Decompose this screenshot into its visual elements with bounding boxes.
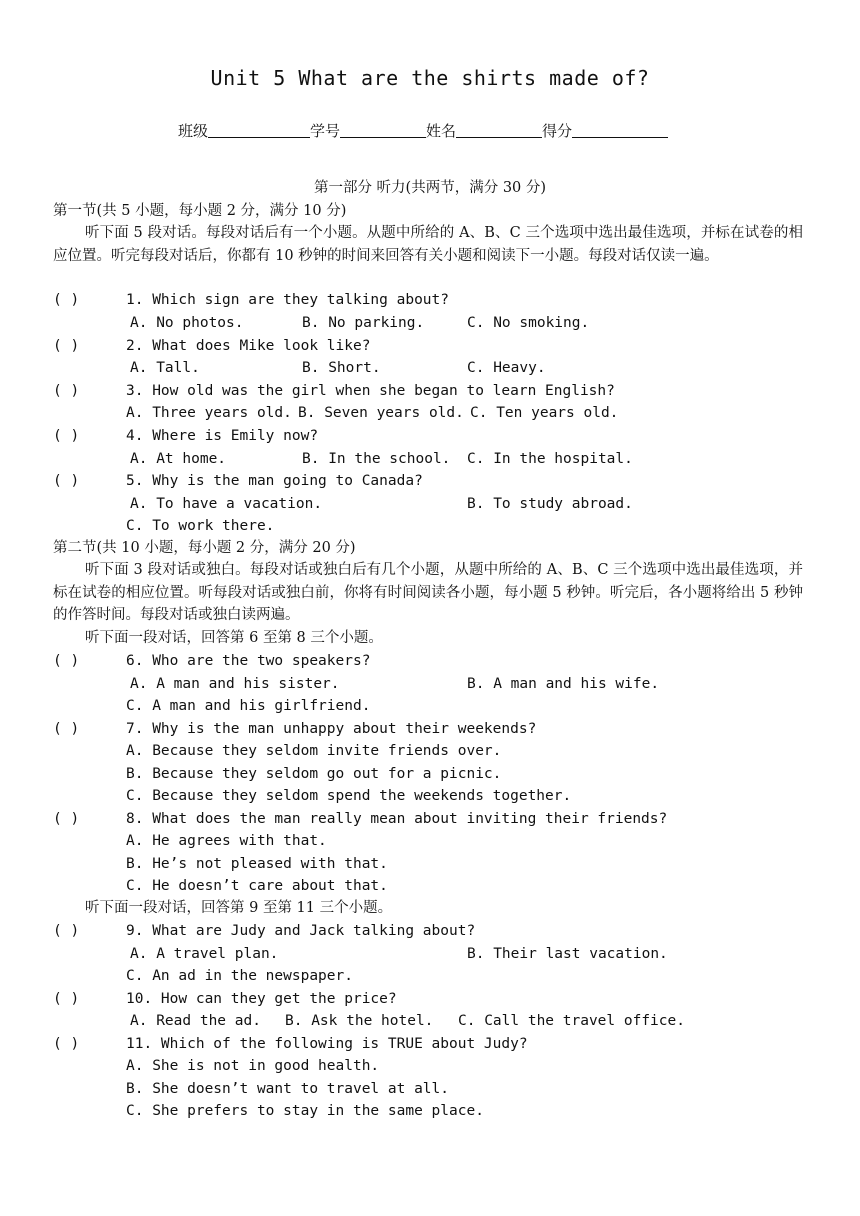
question-7 (53, 719, 536, 739)
question-stem: 9. What are Judy and Jack talking about? (126, 923, 476, 939)
number-label: 学号 (310, 122, 341, 140)
answer-blank[interactable]: ( ) (53, 991, 80, 1007)
option-a: A. Three years old. (126, 405, 292, 421)
score-field[interactable] (572, 121, 668, 138)
question-1 (53, 290, 449, 310)
answer-blank[interactable]: ( ) (53, 428, 80, 444)
question-8 (53, 809, 667, 829)
answer-blank[interactable]: ( ) (53, 721, 80, 737)
section1-instructions: 听下面 5 段对话。每段对话后有一个小题。从题中所给的 A、B、C 三个选项中选出最佳选项，并标在试卷的相应位置。听完每段对话后，你都有 10 秒钟的时间来回答有关小题和阅读下一小题。每段对话仅读一遍。 (53, 225, 803, 264)
option-b: B. Seven years old. (298, 405, 464, 421)
student-info-line (178, 120, 668, 141)
question-stem: 5. Why is the man going to Canada? (126, 473, 423, 489)
question-2 (53, 336, 370, 356)
option-a: A. No photos. (130, 315, 244, 331)
class-label: 班级 (178, 122, 209, 140)
page-title: Unit 5 What are the shirts made of? (210, 66, 650, 90)
answer-blank[interactable]: ( ) (53, 923, 80, 939)
question-5 (53, 471, 423, 491)
option-b: B. Short. (302, 360, 381, 376)
question-10 (53, 989, 397, 1009)
answer-blank[interactable]: ( ) (53, 383, 80, 399)
section2-heading: 第二节(共 10 小题，每小题 2 分，满分 20 分) (53, 540, 356, 556)
option-b: B. A man and his wife. (467, 676, 660, 692)
option-c: C. She prefers to stay in the same place. (126, 1103, 484, 1119)
option-c: C. No smoking. (467, 315, 590, 331)
answer-blank[interactable]: ( ) (53, 473, 80, 489)
score-label: 得分 (542, 122, 573, 140)
question-stem: 11. Which of the following is TRUE about Judy? (126, 1036, 528, 1052)
dialog2-intro: 听下面一段对话，回答第 9 至第 11 三个小题。 (85, 900, 393, 916)
option-c: C. To work there. (126, 518, 275, 534)
option-b: B. Ask the hotel. (285, 1013, 434, 1029)
option-a: A. Read the ad. (130, 1013, 261, 1029)
question-11 (53, 1034, 528, 1054)
option-b: B. Because they seldom go out for a picnic. (126, 766, 502, 782)
option-c: C. A man and his girlfriend. (126, 698, 371, 714)
option-a: A. At home. (130, 451, 227, 467)
question-stem: 6. Who are the two speakers? (126, 653, 371, 669)
option-b: B. No parking. (302, 315, 425, 331)
part1-heading: 第一部分 听力(共两节，满分 30 分) (313, 180, 547, 196)
name-field[interactable] (456, 121, 542, 138)
question-stem: 7. Why is the man unhappy about their weekends? (126, 721, 537, 737)
dialog1-intro: 听下面一段对话，回答第 6 至第 8 三个小题。 (85, 630, 383, 646)
answer-blank[interactable]: ( ) (53, 1036, 80, 1052)
option-c: C. Call the travel office. (458, 1013, 685, 1029)
question-stem: 8. What does the man really mean about inviting their friends? (126, 811, 668, 827)
question-stem: 2. What does Mike look like? (126, 338, 371, 354)
option-a: A. A travel plan. (130, 946, 279, 962)
section1-heading: 第一节(共 5 小题，每小题 2 分，满分 10 分) (53, 203, 347, 219)
question-3 (53, 381, 615, 401)
question-stem: 10. How can they get the price? (126, 991, 397, 1007)
answer-blank[interactable]: ( ) (53, 653, 80, 669)
question-stem: 4. Where is Emily now? (126, 428, 319, 444)
option-a: A. To have a vacation. (130, 496, 323, 512)
name-label: 姓名 (426, 122, 457, 140)
option-b: B. In the school. (302, 451, 451, 467)
option-a: A. She is not in good health. (126, 1058, 380, 1074)
option-c: C. In the hospital. (467, 451, 633, 467)
option-c: C. He doesn’t care about that. (126, 878, 388, 894)
option-c: C. Because they seldom spend the weekends together. (126, 788, 572, 804)
question-stem: 3. How old was the girl when she began to learn English? (126, 383, 615, 399)
option-c: C. Ten years old. (470, 405, 619, 421)
question-stem: 1. Which sign are they talking about? (126, 292, 450, 308)
question-9 (53, 921, 475, 941)
option-a: A. A man and his sister. (130, 676, 340, 692)
option-c: C. Heavy. (467, 360, 546, 376)
option-b: B. To study abroad. (467, 496, 633, 512)
option-c: C. An ad in the newspaper. (126, 968, 353, 984)
option-a: A. Tall. (130, 360, 200, 376)
question-6 (53, 651, 370, 671)
answer-blank[interactable]: ( ) (53, 338, 80, 354)
option-b: B. She doesn’t want to travel at all. (126, 1081, 450, 1097)
number-field[interactable] (340, 121, 426, 138)
section2-instructions: 听下面 3 段对话或独白。每段对话或独白后有几个小题，从题中所给的 A、B、C 三个选项中选出最佳选项，并标在试卷的相应位置。听每段对话或独白前，你将有时间阅读各小题，每小题 5 秒钟。听完后，各小题将给出 5 秒钟的作答时间。每段对话或独白读两遍。 (53, 562, 803, 623)
class-field[interactable] (208, 121, 310, 138)
option-a: A. He agrees with that. (126, 833, 327, 849)
answer-blank[interactable]: ( ) (53, 811, 80, 827)
option-b: B. Their last vacation. (467, 946, 668, 962)
option-b: B. He’s not pleased with that. (126, 856, 388, 872)
answer-blank[interactable]: ( ) (53, 292, 80, 308)
question-4 (53, 426, 318, 446)
option-a: A. Because they seldom invite friends over. (126, 743, 502, 759)
